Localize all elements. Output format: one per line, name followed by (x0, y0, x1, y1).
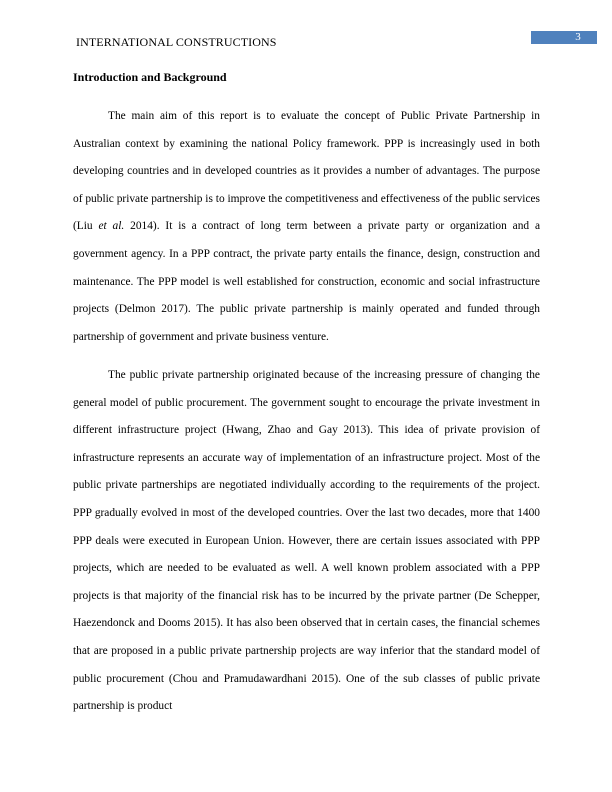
running-header-title: INTERNATIONAL CONSTRUCTIONS (76, 35, 277, 49)
page-number: 3 (575, 31, 581, 43)
paragraph-1-text-end: 2014). It is a contract of long term between a private party or organization and a government agency. In a PPP contract, the private party entails the finance, design, construction and maintenance. The PPP model is well established for construction, economic and social infrastructure projects (Delmon 2017). The public private partnership is mainly operated and funded through partnership of government and private business venture. (73, 220, 540, 343)
page-number-badge (531, 31, 597, 44)
body-paragraph-2: The public private partnership originated because of the increasing pressure of changing the general model of public procurement. The government sought to encourage the private investment in different infrastructure project (Hwang, Zhao and Gay 2013). This idea of private provision of infrastructure represents an accurate way of implementation of an infrastructure project. Most of the public private partnerships are negotiated individually according to the requirements of the project. PPP gradually evolved in most of the developed countries. Over the last two decades, more that 1400 PPP deals were executed in European Union. However, there are certain issues associated with PPP projects, which are needed to be evaluated as well. A well known problem associated with a PPP projects is that majority of the financial risk has to be incurred by the private partner (De Schepper, Haezendonck and Dooms 2015). It has also been observed that in certain cases, the financial schemes that are proposed in a public private partnership projects are way inferior that the standard model of public procurement (Chou and Pramudawardhani 2015). One of the sub classes of public private partnership is product (73, 369, 540, 713)
section-heading: Introduction and Background (73, 70, 227, 84)
body-paragraph-1 (73, 103, 540, 351)
paragraph-1-text-start: The main aim of this report is to evaluate the concept of Public Private Partnership in Australian context by examining the national Policy framework. PPP is increasingly used in both developing countries and in developed countries as it provides a number of advantages. The purpose of public private partnership is to improve the competitiveness and effectiveness of the public services (Liu (73, 110, 540, 233)
paragraph-1-italic-citation: et al. (98, 220, 125, 233)
